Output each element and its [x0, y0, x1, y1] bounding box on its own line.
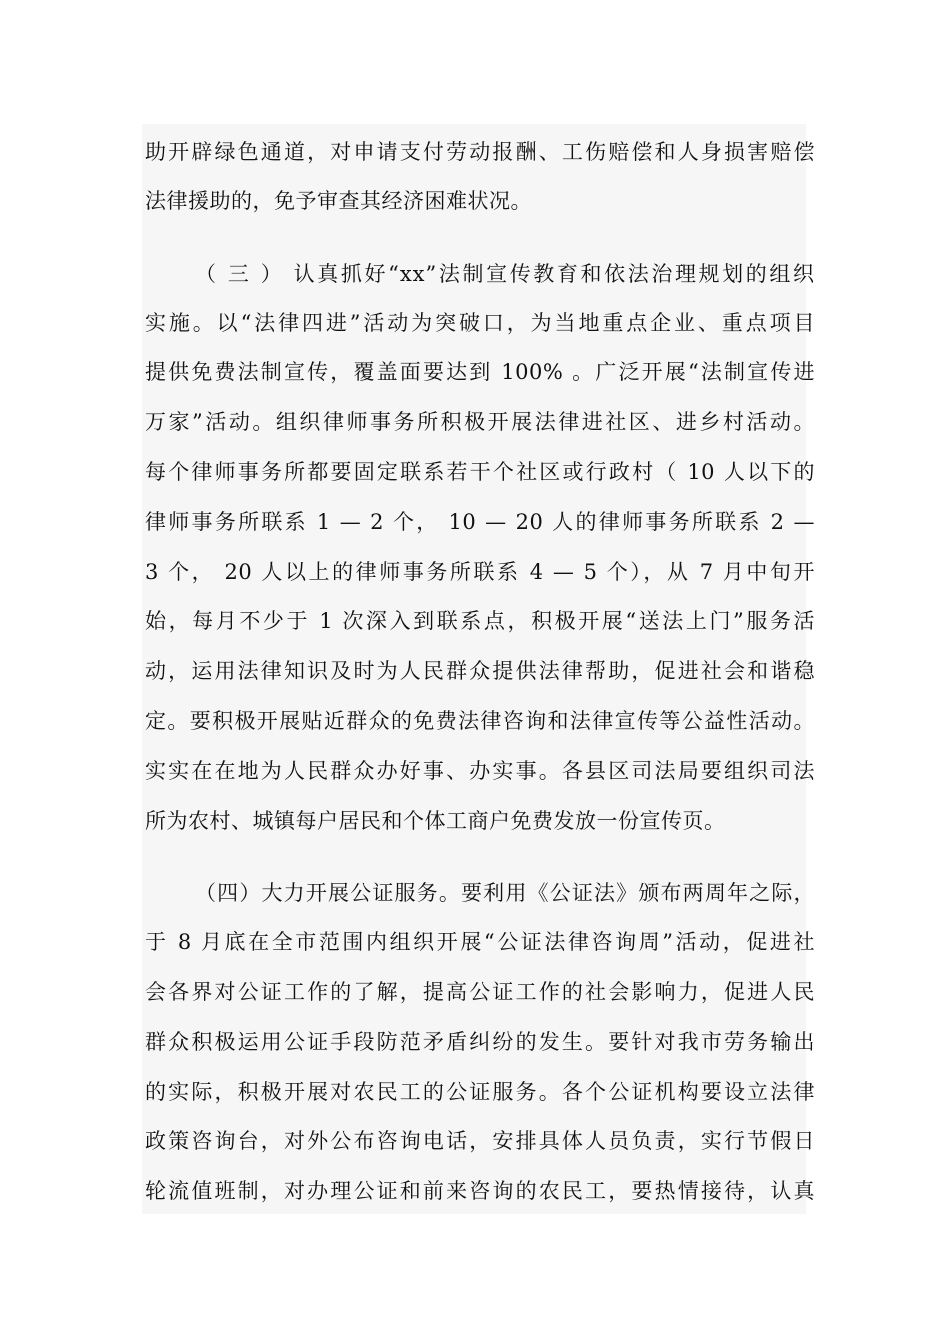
paragraph-3-heading-line: （ 三 ） 认真抓好“xx”法制宣传教育和依法治理规划的组织 — [195, 262, 815, 286]
paragraph-line: 实施。以“法律四进”活动为突破口，为当地重点企业、重点项目 — [145, 311, 815, 335]
paragraph-line: 始，每月不少于 1 次深入到联系点，积极开展“送法上门”服务活 — [145, 609, 815, 633]
paragraph-line: 政策咨询台，对外公布咨询电话，安排具体人员负责，实行节假日 — [145, 1129, 815, 1153]
paragraph-line: 动，运用法律知识及时为人民群众提供法律帮助，促进社会和谐稳 — [145, 659, 815, 683]
paragraph-line: 每个律师事务所都要固定联系若干个社区或行政村（ 10 人以下的 — [145, 460, 815, 484]
paragraph-line: 实实在在地为人民群众办好事、办实事。各县区司法局要组织司法 — [145, 759, 815, 783]
paragraph-line: 轮流值班制，对办理公证和前来咨询的农民工，要热情接待，认真 — [145, 1179, 815, 1203]
paragraph-line: 会各界对公证工作的了解，提高公证工作的社会影响力，促进人民 — [145, 980, 815, 1004]
paragraph-line: 所为农村、城镇每户居民和个体工商户免费发放一份宣传页。 — [145, 809, 726, 833]
paragraph-line: 法律援助的，免予审查其经济困难状况。 — [145, 189, 532, 213]
paragraph-line: 的实际，积极开展对农民工的公证服务。各个公证机构要设立法律 — [145, 1080, 815, 1104]
paragraph-line: 提供免费法制宣传，覆盖面要达到 100% 。广泛开展“法制宣传进 — [145, 360, 815, 384]
paragraph-line: 律师事务所联系 1 — 2 个， 10 — 20 人的律师事务所联系 2 — — [145, 510, 815, 534]
paragraph-line: 万家”活动。组织律师事务所积极开展法律进社区、进乡村活动。 — [145, 410, 815, 434]
paragraph-line: 助开辟绿色通道，对申请支付劳动报酬、工伤赔偿和人身损害赔偿 — [145, 140, 815, 164]
paragraph-line: 群众积极运用公证手段防范矛盾纠纷的发生。要针对我市劳务输出 — [145, 1030, 815, 1054]
paragraph-4-heading-line: （四）大力开展公证服务。要利用《公证法》颁布两周年之际， — [195, 881, 815, 905]
paragraph-line: 3 个， 20 人以上的律师事务所联系 4 — 5 个），从 7 月中旬开 — [145, 560, 815, 584]
paragraph-line: 定。要积极开展贴近群众的免费法律咨询和法律宣传等公益性活动。 — [145, 709, 815, 733]
paragraph-line: 于 8 月底在全市范围内组织开展“公证法律咨询周”活动，促进社 — [145, 930, 815, 954]
